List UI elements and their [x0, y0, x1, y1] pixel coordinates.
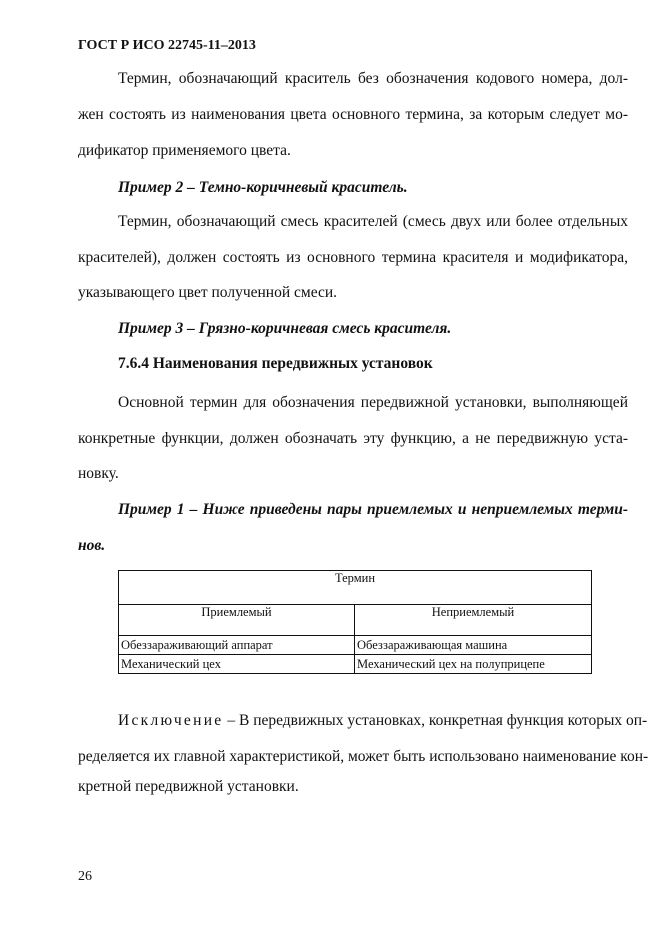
exception-label: Исключение	[118, 712, 224, 729]
column-header-unacceptable: Неприемлемый	[355, 605, 592, 636]
example1-line1: Пример 1 – Ниже приведены пары приемлемых и неприемлемых терми-	[118, 501, 628, 518]
paragraph1-line3: дификатор применяемого цвета.	[78, 142, 291, 159]
terms-table	[118, 570, 592, 674]
example2-text: Пример 2 – Темно-коричневый краситель.	[118, 179, 408, 196]
exception-line3: кретной передвижной установки.	[78, 778, 299, 795]
table-cell-acceptable: Механический цех	[119, 655, 355, 674]
example3-text: Пример 3 – Грязно-коричневая смесь красителя.	[118, 320, 452, 337]
paragraph1-line2: жен состоять из наименования цвета основного термина, за которым следует мо-	[78, 106, 628, 123]
exception-line2: ределяется их главной характеристикой, может быть использовано наименование кон-	[78, 748, 649, 765]
table-header-term: Термин	[119, 571, 592, 605]
paragraph3-line3: новку.	[78, 465, 119, 482]
column-header-acceptable: Приемлемый	[119, 605, 355, 636]
paragraph3-line1: Основной термин для обозначения передвижной установки, выполняющей	[118, 394, 628, 411]
table-row	[119, 636, 592, 655]
table-cell-unacceptable: Обеззараживающая машина	[355, 636, 592, 655]
paragraph3-line2: конкретные функции, должен обозначать эту функцию, а не передвижную уста-	[78, 430, 628, 447]
paragraph1-line1: Термин, обозначающий краситель без обозначения кодового номера, дол-	[118, 70, 628, 87]
exception-line1-text: – В передвижных установках, конкретная функция которых оп-	[227, 712, 648, 729]
page-number: 26	[78, 869, 92, 884]
table-row	[119, 655, 592, 674]
example1-line2: нов.	[78, 537, 106, 554]
section-heading: 7.6.4 Наименования передвижных установок	[118, 355, 433, 372]
paragraph2-line2: красителей), должен состоять из основного термина красителя и модификатора,	[78, 249, 628, 266]
table-cell-acceptable: Обеззараживающий аппарат	[119, 636, 355, 655]
paragraph2-line1: Термин, обозначающий смесь красителей (смесь двух или более отдельных	[118, 213, 628, 230]
document-header: ГОСТ Р ИСО 22745-11–2013	[78, 38, 256, 53]
table-cell-unacceptable: Механический цех на полуприцепе	[355, 655, 592, 674]
paragraph2-line3: указывающего цвет полученной смеси.	[78, 284, 338, 301]
exception-line1	[118, 712, 648, 730]
